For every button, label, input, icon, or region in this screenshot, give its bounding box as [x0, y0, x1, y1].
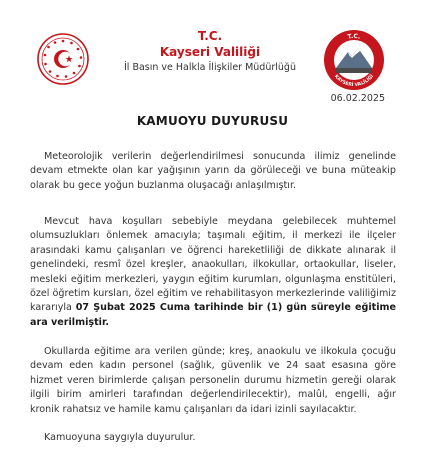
- turkish-republic-emblem-icon: [36, 32, 90, 86]
- tc-label: T.C.: [197, 29, 223, 43]
- governorate-name: Kayseri Valiliği: [159, 45, 261, 59]
- letterhead: [0, 14, 425, 89]
- paragraph-school-closure: [30, 215, 396, 330]
- closing-line: [30, 431, 396, 445]
- paragraph-weather-text: Meteorolojik verilerin değerlendirilmesi sonucunda ilimiz genelinde devam etmekte olan kar yağışının yarın da görüleceği ve buna müteakip olarak bu gece yoğun buzlanma oluşacağı anlaşılmıştır.: [30, 151, 396, 191]
- letterhead-text: [95, 28, 325, 75]
- release-date: 06.02.2025: [330, 93, 385, 104]
- seal-top-text: T.C.: [347, 32, 362, 41]
- closure-date-highlight: 07 Şubat 2025 Cuma tarihinde bir (1) gün süreyle eğitime ara verilmiştir.: [30, 302, 396, 328]
- closing-text: Kamuoyuna saygıyla duyurulur.: [44, 432, 196, 443]
- paragraph-school-closure-text: Mevcut hava koşulları sebebiyle meydana gelebilecek muhtemel olumsuzlukları önlemek amacıyla; taşımalı eğitim, il merkezi ile ilçeler arasındaki kamu çalışanları ve öğrenci hareketliliği de dikkate alınarak il genelindeki, resmî özel kreşler, anaokulları, ilkokullar, ortaokullar, liseler, mesleki eğitim merkezleri, yaygın eğitim kurumları, olgunlaşma enstitüleri, özel öğretim kursları, özel eğitim ve rehabilitasyon merkezlerinde valiliğimiz kararıyla: [30, 216, 396, 314]
- kayseri-governorship-logo-icon: [322, 28, 386, 92]
- paragraph-administrative-leave-text: Okullarda eğitime ara verilen günde; kreş, anaokulu ve ilkokula çocuğu devam eden kadın personel (sağlık, güvenlik ve 24 saat esasına göre hizmet veren birimlerde çalışan personelin durumu hizmetin gereği olarak ilgili birim amirleri tarafından değerlendirilecektir), malûl, engelli, ağır kronik rahatsız ve hamile kamu çalışanları da idari izinli sayılacaktır.: [30, 346, 396, 415]
- page-title: KAMUOYU DUYURUSU: [136, 114, 289, 128]
- paragraph-administrative-leave: [30, 345, 396, 417]
- directorate-name: İl Basın ve Halkla İlişkiler Müdürlüğü: [124, 62, 296, 73]
- seal-bottom-text: KAYSERİ VALİLİĞİ: [332, 74, 376, 89]
- paragraph-weather: [30, 150, 396, 193]
- svg-text:T.C.: [347, 33, 361, 41]
